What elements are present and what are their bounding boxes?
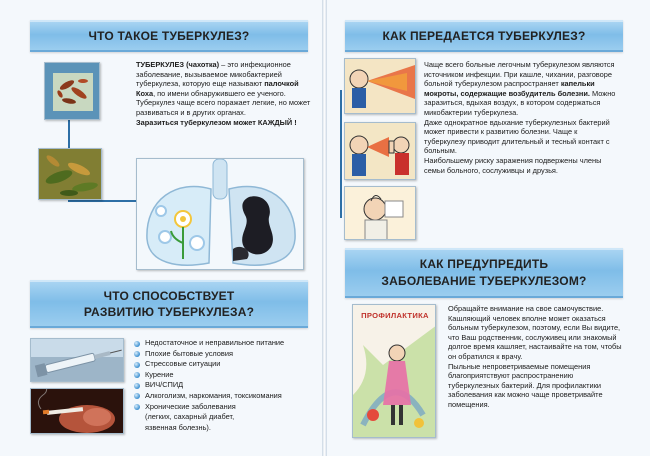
sneezing-person-image — [344, 58, 416, 114]
transmission-heading: КАК ПЕРЕДАЕТСЯ ТУБЕРКУЛЕЗ? — [345, 20, 623, 52]
syringe-image — [30, 338, 124, 382]
prevention-text: Обращайте внимание на свое самочувствие. Кашляющий человек вполне может оказаться больным туберкулезом, поэтому, если Вы видите, что Ваш родственник, сослуживец или знакомый долгое время кашляет, настаивайте на том, чтобы он обратился к врачу. Пыльные непроветриваемые помещения благоприятствуют распространению туберкулезных бактерий. Для профилактики заболевания как можно чаще проветривайте помещения. — [448, 304, 622, 409]
list-item: Стрессовые ситуации — [134, 359, 318, 370]
list-item: Алкоголизм, наркомания, токсикомания — [134, 391, 318, 402]
list-item: Недостаточное и неправильное питание — [134, 338, 318, 349]
list-item: Плохие бытовые условия — [134, 349, 318, 360]
bacteria-closeup-image — [38, 148, 102, 200]
lungs-illustration — [136, 158, 304, 270]
factors-list — [134, 338, 318, 412]
contributing-factors-heading: ЧТО СПОСОБСТВУЕТ РАЗВИТИЮ ТУБЕРКУЛЕЗА? — [30, 280, 308, 328]
list-item: Курение — [134, 370, 318, 381]
connector-line — [68, 200, 136, 202]
prevention-poster-image — [352, 304, 436, 438]
poster-title: ПРОФИЛАКТИКА — [361, 311, 429, 320]
tb-term: ТУБЕРКУЛЕЗ (чахотка) — [136, 60, 220, 69]
list-item: ВИЧ/СПИД — [134, 380, 318, 391]
covered-cough-image — [344, 186, 416, 240]
transmission-text: Чаще всего больные легочным туберкулезом являются источником инфекции. При кашле, чихании, разговоре больной туберкулезом распространяет капельки мокроты, содержащие возбудитель болезни. Можно заразиться, вдыхая воздух, в котором содержаться микобактерии туберкулеза. Даже однократное вдыхание туберкулезных бактерий может привести к развитию болезни. Чаще к туберкулезу приводит длительный и тесный контакт с больным. Наибольшему риску заражения подвержены члены семьи больного, сослуживцы и друзья. — [424, 60, 616, 175]
what-is-tb-text: ТУБЕРКУЛЕЗ (чахотка) – это инфекционное заболевание, вызываемое микобактерией туберкулеза, которую еще называют палочкой Коха, по имени обнаружившего ее ученого. Туберкулез чаще всего поражает легкие, но может развиваться и в других органах. Заразиться туберкулезом может КАЖДЫЙ ! — [136, 60, 311, 127]
list-item: Хронические заболевания — [134, 402, 318, 413]
bacteria-microscope-image — [44, 62, 100, 120]
what-is-tb-heading: ЧТО ТАКОЕ ТУБЕРКУЛЕЗ? — [30, 20, 308, 52]
tb-warning: Заразиться туберкулезом может КАЖДЫЙ ! — [136, 117, 297, 127]
cigarette-image — [30, 388, 124, 434]
infection-spread-image — [344, 122, 416, 180]
factors-note: (легких, сахарный диабет, язвенная болезнь). — [145, 412, 235, 432]
prevention-heading: КАК ПРЕДУПРЕДИТЬ ЗАБОЛЕВАНИЕ ТУБЕРКУЛЕЗОМ? — [345, 248, 623, 298]
connector-line — [340, 90, 342, 218]
